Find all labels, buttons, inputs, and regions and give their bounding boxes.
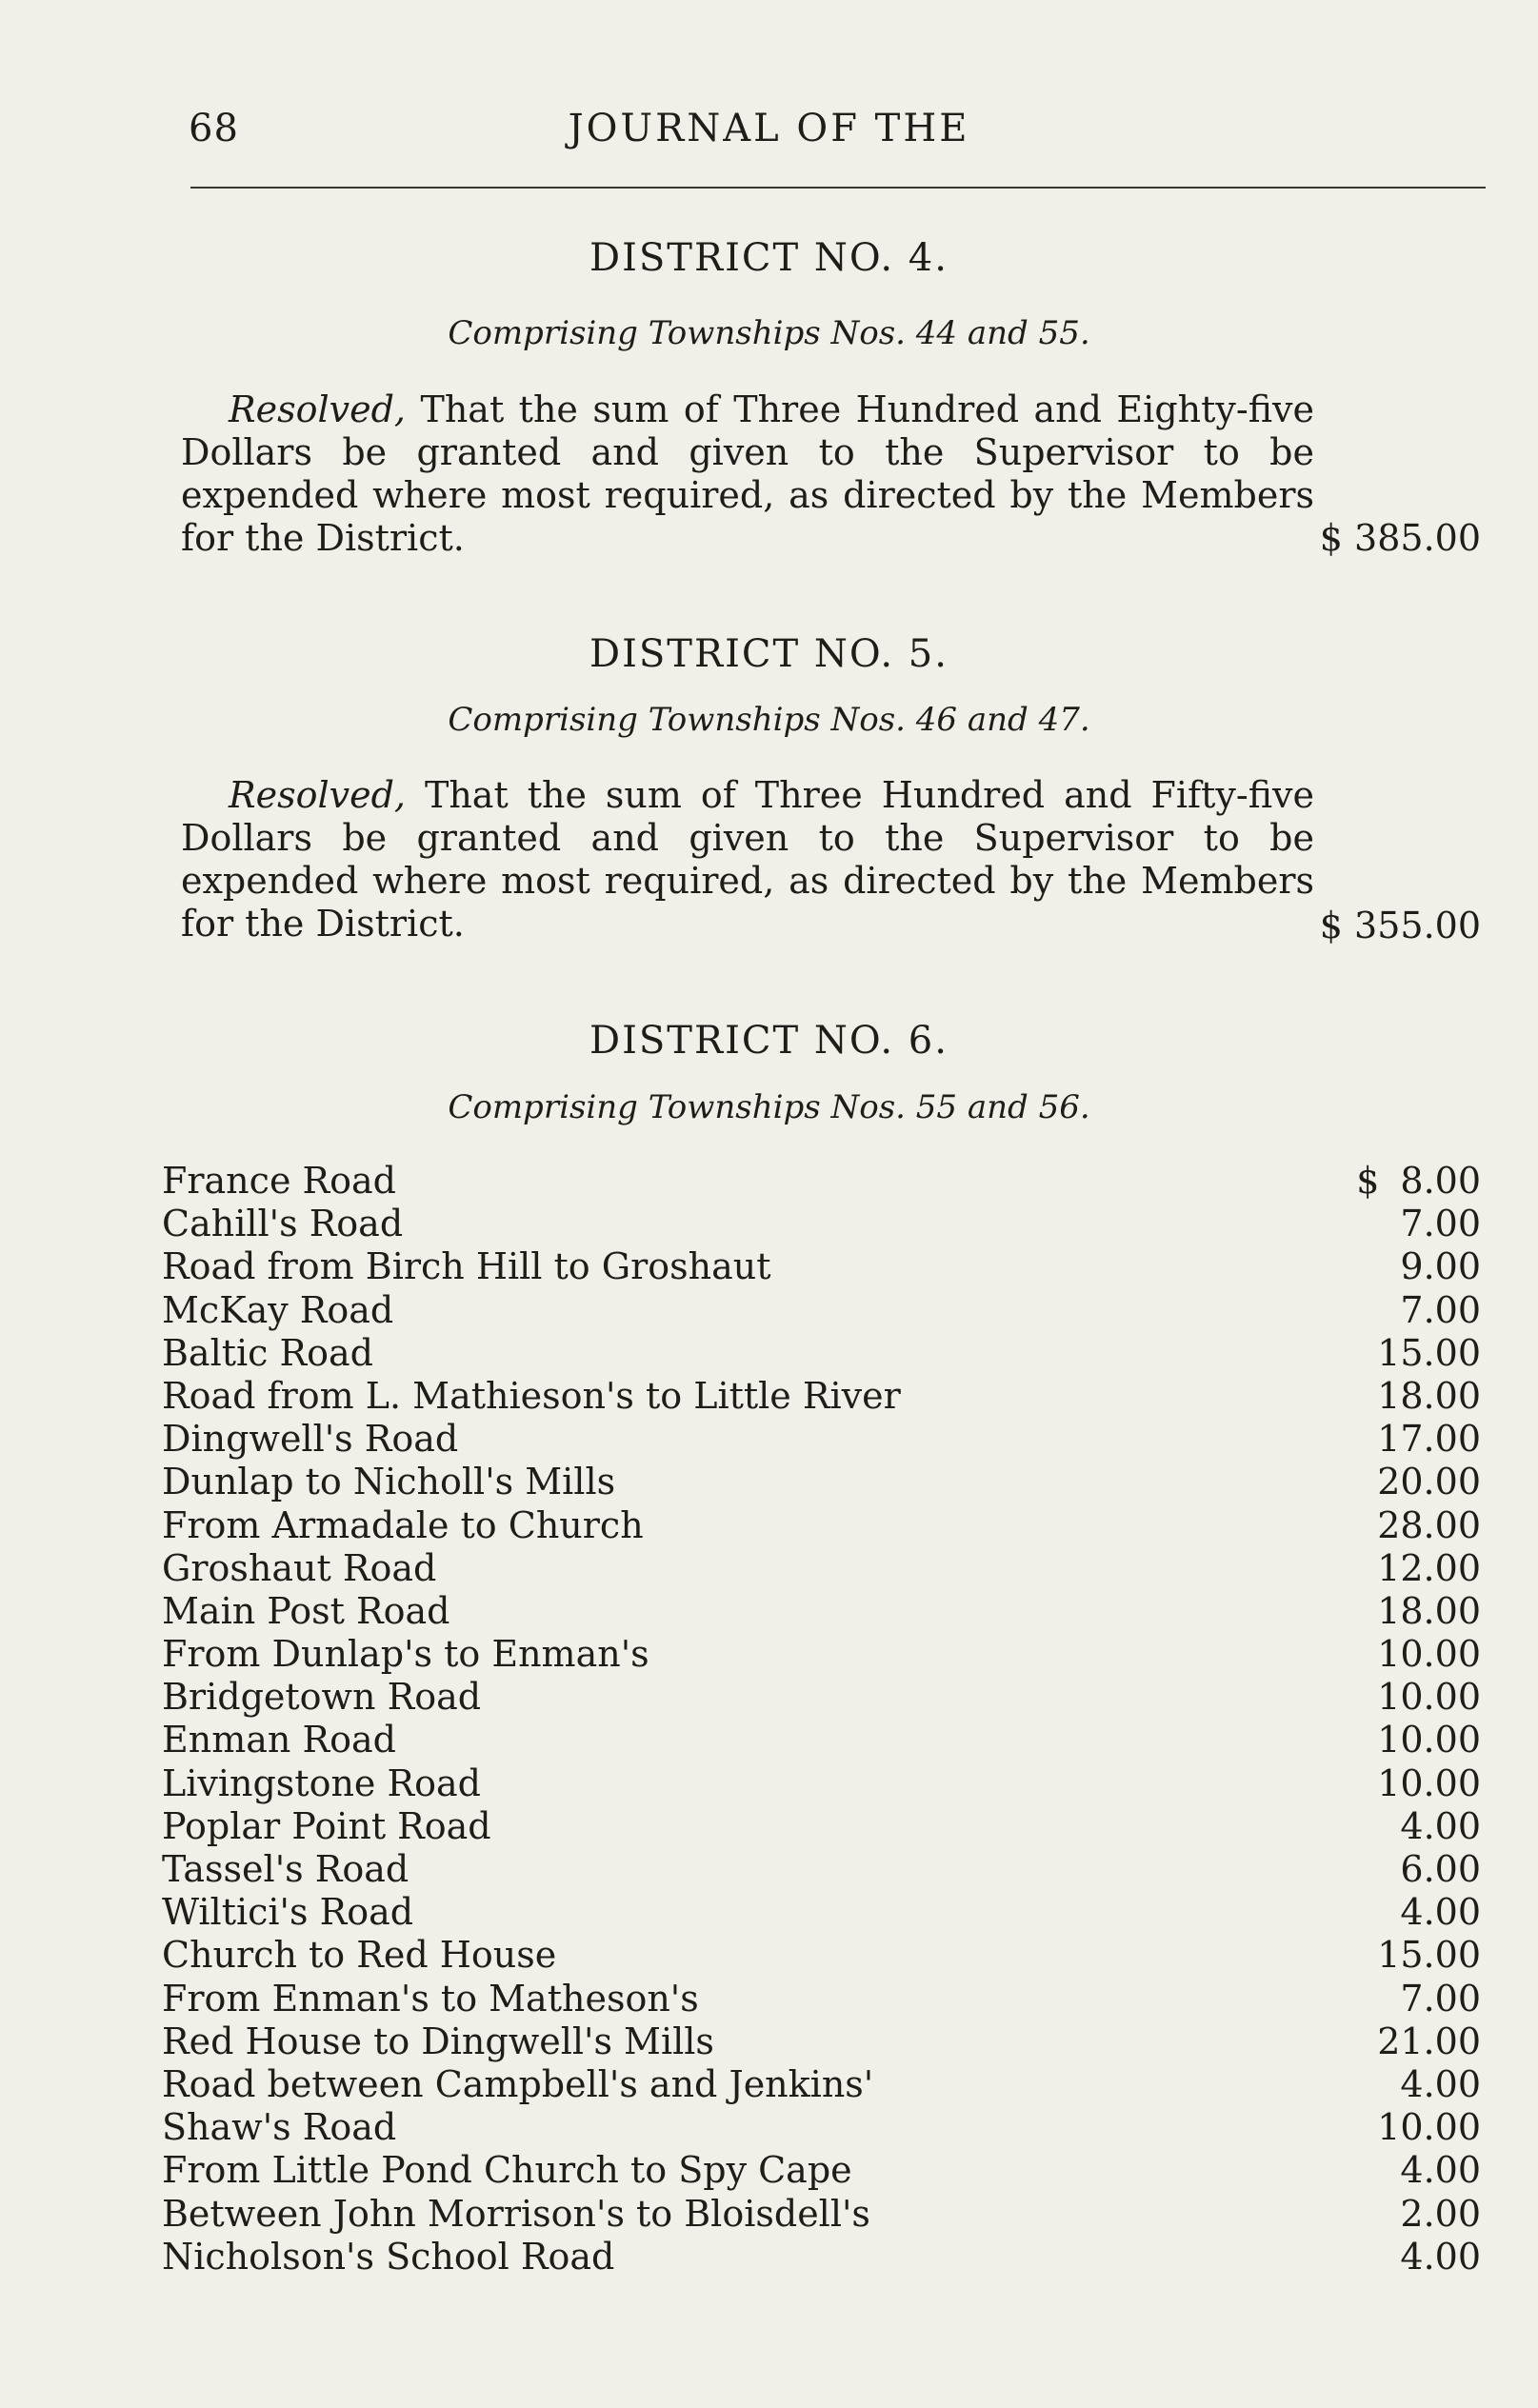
- district-4-amount: $ 385.00: [1319, 517, 1481, 559]
- road-amount: [1377, 1332, 1481, 1374]
- list-item: [162, 1719, 1481, 1761]
- road-amount: [1377, 1504, 1481, 1546]
- district-6-subtitle: Comprising Townships Nos. 55 and 56.: [448, 1088, 1090, 1126]
- road-name: Cahill's Road: [162, 1203, 404, 1245]
- road-amount-value: 7.00: [1400, 1288, 1481, 1331]
- road-name: McKay Road: [162, 1288, 394, 1331]
- list-item: [162, 2236, 1481, 2279]
- resolution-body: That the sum of Three Hundred and Eighty-five Dollars be granted and given to the Supervisor to be expended where most required, as directed by the Members for the District.: [181, 388, 1314, 559]
- dollar-sign: $: [1356, 1160, 1380, 1202]
- list-item: [162, 1375, 1481, 1418]
- district-4-title: DISTRICT NO. 4.: [589, 236, 949, 280]
- road-amount: [1377, 1590, 1481, 1632]
- road-amount: [1377, 2106, 1481, 2148]
- road-amount-value: 8.00: [1400, 1160, 1481, 1202]
- road-amount: [1400, 1891, 1481, 1933]
- road-amount: [1377, 1719, 1481, 1761]
- road-name: From Little Pond Church to Spy Cape: [162, 2149, 852, 2192]
- list-item: [162, 2020, 1481, 2063]
- road-amount-value: 6.00: [1400, 1848, 1481, 1890]
- list-item: [162, 2149, 1481, 2192]
- road-amount: [1377, 1762, 1481, 1804]
- list-item: [162, 1762, 1481, 1805]
- list-item: [162, 1978, 1481, 2020]
- list-item: [162, 1289, 1481, 1332]
- road-amount-value: 4.00: [1400, 2062, 1481, 2105]
- road-amount-value: 4.00: [1400, 1891, 1481, 1934]
- road-amount-value: 21.00: [1377, 2020, 1481, 2062]
- header-rule: [190, 187, 1486, 189]
- road-amount: [1400, 1848, 1481, 1890]
- running-title: JOURNAL OF THE: [568, 107, 970, 150]
- road-amount-value: 2.00: [1400, 2192, 1481, 2235]
- road-name: Road from Birch Hill to Groshaut: [162, 1245, 771, 1288]
- road-amount-value: 10.00: [1377, 1633, 1481, 1676]
- resolution-lead: Resolved,: [229, 774, 406, 816]
- district-5-resolution: [181, 774, 1314, 945]
- road-amount-value: 10.00: [1377, 2106, 1481, 2149]
- road-amount: [1356, 1160, 1481, 1202]
- list-item: [162, 1676, 1481, 1719]
- road-name: Enman Road: [162, 1719, 396, 1761]
- list-item: [162, 1245, 1481, 1288]
- road-amount-value: 4.00: [1400, 2149, 1481, 2192]
- road-name: Road between Campbell's and Jenkins': [162, 2062, 874, 2105]
- list-item: [162, 1504, 1481, 1547]
- district-4-subtitle: Comprising Townships Nos. 44 and 55.: [448, 314, 1090, 352]
- road-amount-value: 7.00: [1400, 1977, 1481, 2020]
- road-amount-value: 15.00: [1377, 1331, 1481, 1374]
- list-item: [162, 2063, 1481, 2106]
- road-amount: [1377, 1375, 1481, 1417]
- list-item: [162, 2193, 1481, 2236]
- road-amount-value: 17.00: [1377, 1418, 1481, 1461]
- road-name: Groshaut Road: [162, 1546, 437, 1589]
- road-amount: [1400, 1245, 1481, 1287]
- district-5-amount: $ 355.00: [1319, 905, 1481, 946]
- road-amount-value: 20.00: [1377, 1461, 1481, 1503]
- list-item: [162, 1461, 1481, 1503]
- road-amount: [1377, 1633, 1481, 1675]
- road-amount: [1377, 1676, 1481, 1718]
- road-amount-value: 18.00: [1377, 1374, 1481, 1417]
- road-amount: [1377, 2020, 1481, 2062]
- district-4-resolution: [181, 388, 1314, 560]
- list-item: [162, 1547, 1481, 1590]
- road-name: Nicholson's School Road: [162, 2235, 615, 2278]
- road-name: Main Post Road: [162, 1589, 450, 1632]
- road-name: Shaw's Road: [162, 2106, 397, 2149]
- list-item: [162, 1848, 1481, 1891]
- road-amount-value: 9.00: [1400, 1245, 1481, 1288]
- list-item: [162, 1418, 1481, 1461]
- page-number: 68: [189, 107, 239, 150]
- road-amount-value: 12.00: [1377, 1546, 1481, 1589]
- road-name: Dingwell's Road: [162, 1418, 459, 1461]
- road-amount-value: 4.00: [1400, 2235, 1481, 2278]
- road-amount: [1400, 2063, 1481, 2105]
- road-amount-value: 18.00: [1377, 1589, 1481, 1632]
- road-amount: [1400, 2236, 1481, 2278]
- road-name: Tassel's Road: [162, 1848, 409, 1890]
- road-name: Baltic Road: [162, 1331, 373, 1374]
- road-name: From Armadale to Church: [162, 1503, 644, 1546]
- road-name: Poplar Point Road: [162, 1804, 491, 1847]
- road-amount-value: 7.00: [1400, 1203, 1481, 1245]
- road-amount: [1377, 1934, 1481, 1976]
- district-5-subtitle: Comprising Townships Nos. 46 and 47.: [448, 701, 1090, 739]
- list-item: [162, 1633, 1481, 1676]
- road-appropriations-list: [162, 1160, 1481, 2279]
- road-amount: [1400, 2193, 1481, 2235]
- district-5-title: DISTRICT NO. 5.: [589, 632, 949, 676]
- list-item: [162, 1203, 1481, 1245]
- road-name: From Enman's to Matheson's: [162, 1977, 699, 2020]
- road-name: Between John Morrison's to Bloisdell's: [162, 2192, 870, 2235]
- road-name: Red House to Dingwell's Mills: [162, 2020, 714, 2062]
- road-name: France Road: [162, 1160, 396, 1202]
- road-name: Dunlap to Nicholl's Mills: [162, 1461, 616, 1503]
- road-amount-value: 15.00: [1377, 1934, 1481, 1977]
- road-amount-value: 10.00: [1377, 1719, 1481, 1761]
- road-name: Bridgetown Road: [162, 1676, 482, 1719]
- road-amount: [1400, 1805, 1481, 1847]
- resolution-lead: Resolved,: [229, 388, 406, 430]
- road-name: Road from L. Mathieson's to Little River: [162, 1374, 901, 1417]
- road-amount: [1400, 1289, 1481, 1331]
- road-amount-value: 10.00: [1377, 1676, 1481, 1719]
- list-item: [162, 1805, 1481, 1848]
- road-name: Livingstone Road: [162, 1761, 481, 1804]
- road-amount: [1400, 1203, 1481, 1244]
- page-header: [0, 107, 1538, 164]
- road-amount: [1400, 2149, 1481, 2191]
- list-item: [162, 1891, 1481, 1934]
- list-item: [162, 1332, 1481, 1375]
- road-amount: [1377, 1418, 1481, 1460]
- road-amount: [1377, 1547, 1481, 1589]
- list-item: [162, 2106, 1481, 2149]
- list-item: [162, 1590, 1481, 1633]
- list-item: [162, 1934, 1481, 1977]
- road-amount: [1377, 1461, 1481, 1503]
- road-amount-value: 10.00: [1377, 1761, 1481, 1804]
- road-amount-value: 4.00: [1400, 1804, 1481, 1847]
- road-name: From Dunlap's to Enman's: [162, 1633, 649, 1676]
- resolution-body: That the sum of Three Hundred and Fifty-five Dollars be granted and given to the Supervisor to be expended where most required, as directed by the Members for the District.: [181, 774, 1314, 945]
- road-amount-value: 28.00: [1377, 1503, 1481, 1546]
- district-6-title: DISTRICT NO. 6.: [589, 1019, 949, 1063]
- road-amount: [1400, 1978, 1481, 2020]
- road-name: Wiltici's Road: [162, 1891, 414, 1934]
- road-name: Church to Red House: [162, 1934, 557, 1977]
- list-item: [162, 1160, 1481, 1203]
